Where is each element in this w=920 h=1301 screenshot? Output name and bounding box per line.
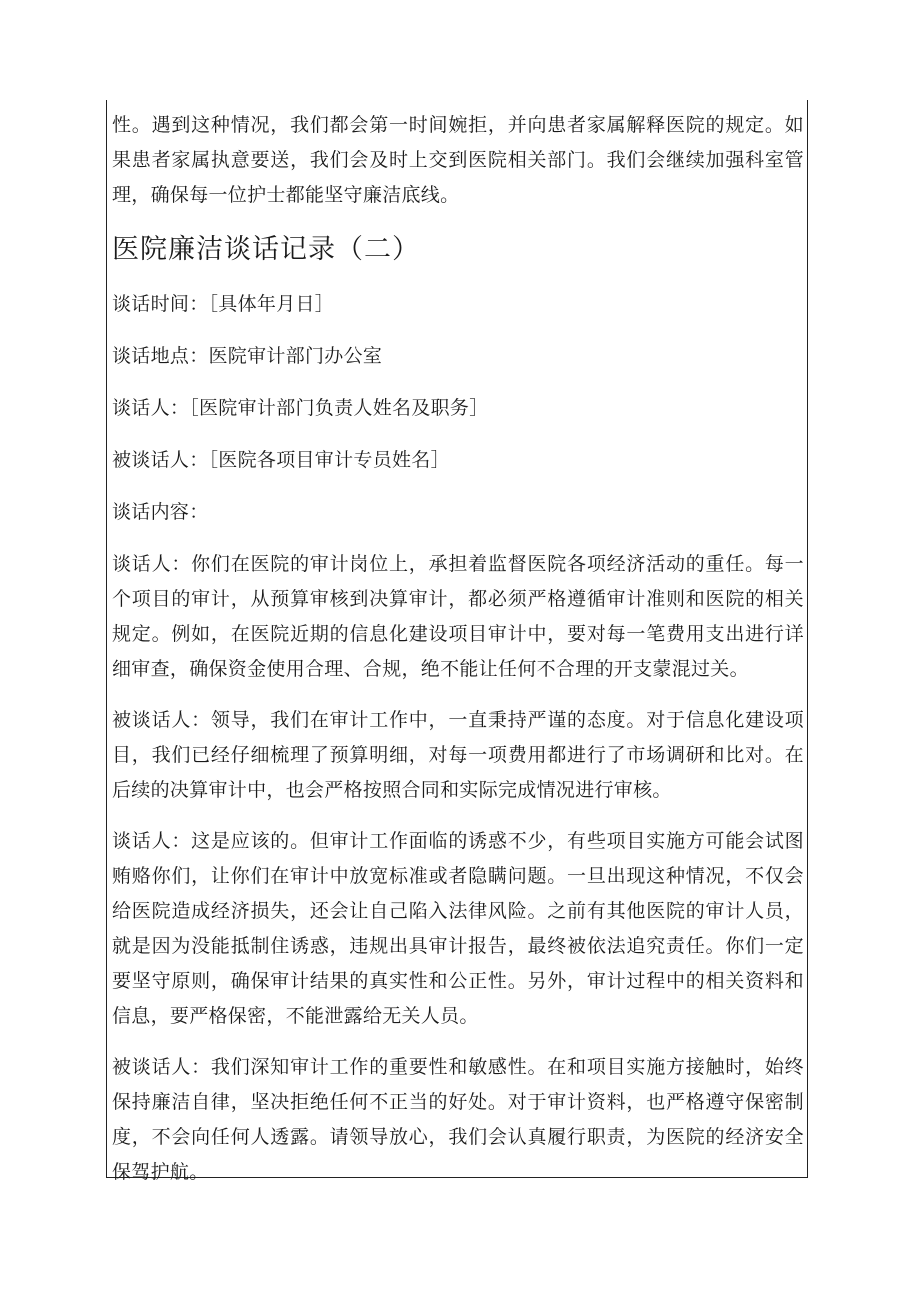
document-body [112, 108, 804, 1206]
content-label: 谈话内容： [112, 501, 209, 523]
dialogue-paragraph: 谈话人：这是应该的。但审计工作面临的诱惑不少，有些项目实施方可能会试图贿赂你们，让你们在审计中放宽标准或者隐瞒问题。一旦出现这种情况，不仅会给医院造成经济损失，还会让自己陷入法律风险。之前有其他医院的审计人员，就是因为没能抵制住诱惑，违规出具审计报告，最终被依法追究责任。你们一定要坚守原则，确保审计结果的真实性和公正性。另外，审计过程中的相关资料和信息，要严格保密，不能泄露给无关人员。 [112, 830, 804, 1027]
interviewer: 谈话人：［医院审计部门负责人姓名及职务］ [112, 397, 489, 419]
meeting-time: 谈话时间：［具体年月日］ [112, 293, 335, 315]
section-title: 医院廉洁谈话记录（二） [112, 234, 420, 265]
interviewee: 被谈话人：［医院各项目审计专员姓名］ [112, 449, 450, 471]
dialogue-paragraph: 被谈话人：我们深知审计工作的重要性和敏感性。在和项目实施方接触时，始终保持廉洁自律，坚决拒绝任何不正当的好处。对于审计资料，也严格遵守保密制度，不会向任何人透露。请领导放心，我们会认真履行职责，为医院的经济安全保驾护航。 [112, 1056, 804, 1183]
dialogue-paragraph: 谈话人：你们在医院的审计岗位上，承担着监督医院各项经济活动的重任。每一个项目的审计，从预算审核到决算审计，都必须严格遵循审计准则和医院的相关规定。例如，在医院近期的信息化建设项目审计中，要对每一笔费用支出进行详细审查，确保资金使用合理、合规，绝不能让任何不合理的开支蒙混过关。 [112, 553, 804, 680]
meeting-place: 谈话地点：医院审计部门办公室 [112, 345, 383, 367]
intro-paragraph: 性。遇到这种情况，我们都会第一时间婉拒，并向患者家属解释医院的规定。如果患者家属执意要送，我们会及时上交到医院相关部门。我们会继续加强科室管理，确保每一位护士都能坚守廉洁底线。 [112, 114, 804, 206]
dialogue-paragraph: 被谈话人：领导，我们在审计工作中，一直秉持严谨的态度。对于信息化建设项目，我们已经仔细梳理了预算明细，对每一项费用都进行了市场调研和比对。在后续的决算审计中，也会严格按照合同和实际完成情况进行审核。 [112, 709, 804, 801]
